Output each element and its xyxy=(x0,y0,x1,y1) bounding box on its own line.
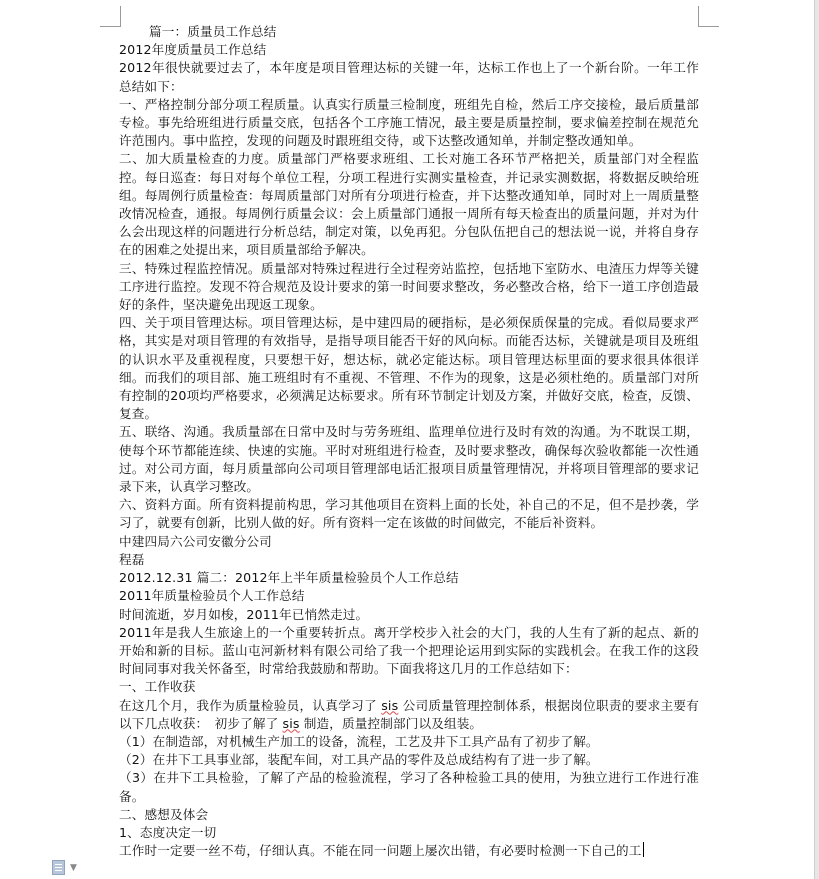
section-title: 篇一：质量员工作总结 xyxy=(149,24,277,39)
vertical-scrollbar[interactable] xyxy=(814,0,819,879)
paragraph: 五、联络、沟通。我质量部在日常中及时与劳务班组、监理单位进行及时有效的沟通。为不耽误工期，使每个环节都能连续、快速的实施。平时对班组进行检查，及时要求整改，确保每次验收都能一次性通过。对公司方面，每月质量部向公司项目管理部电话汇报项目质量管理情况，并将项目管理部的要求记录下来，认真学习整改。 xyxy=(119,424,699,495)
text-run: 在这几个月，我作为质量检验员，认真学习了 xyxy=(119,697,377,713)
status-indicator[interactable] xyxy=(52,860,77,875)
crop-mark-top-right xyxy=(698,6,719,27)
text-cursor xyxy=(643,842,644,857)
list-item: （3）在井下工具检验，了解了产品的检验流程，学习了各种检验工具的使用，为独立进行工作进行准备。 xyxy=(119,770,699,804)
paragraph: 2011年是我人生旅途上的一个重要转折点。离开学校步入社会的大门，我的人生有了新的起点、新的开始和新的目标。蓝山屯河新材料有限公司给了我一个把理论运用到实际的实践机会。在我工作的这段时间同事对我关怀备至，时常给我鼓励和帮助。下面我将这几月的工作总结如下： xyxy=(119,624,699,677)
doc-heading: 2011年质量检验员个人工作总结 xyxy=(119,588,305,604)
crop-mark-top-left xyxy=(100,6,121,27)
subheading: 1、态度决定一切 xyxy=(119,824,217,840)
paragraph: 三、特殊过程监控情况。质量部对特殊过程进行全过程旁站监控，包括地下室防水、电渣压力焊等关键工序进行监控。发现不符合规范及设计要求的第一时间要求整改，务必整改合格，给下一道工序创造最好的条件，坚决避免出现返工现象。 xyxy=(119,260,699,313)
doc-heading: 2012年度质量员工作总结 xyxy=(119,42,267,58)
date-and-section-title: 2012.12.31 篇二：2012年上半年质量检验员个人工作总结 xyxy=(119,570,459,586)
text-run: 制造，质量控制部门以及组装。 xyxy=(303,715,483,731)
paragraph xyxy=(119,842,699,860)
spellcheck-word: sis xyxy=(381,697,399,713)
list-item: （1）在制造部，对机械生产加工的设备，流程，工艺及井下工具产品有了初步了解。 xyxy=(119,733,599,749)
list-item: （2）在井下工具事业部，装配车间，对工具产品的零件及总成结构有了进一步了解。 xyxy=(119,752,599,768)
subheading: 二、感想及体会 xyxy=(119,806,209,822)
document-body[interactable] xyxy=(119,23,699,860)
spellcheck-word: sis xyxy=(282,715,300,731)
text-run: 公司质量管理控制体系，根据岗位职责的要求主要有以下几点收获： 初步了解了 xyxy=(119,697,700,731)
chevron-down-icon: ▼ xyxy=(70,862,77,873)
paragraph: 四、关于项目管理达标。项目管理达标，是中建四局的硬指标，是必须保质保量的完成。看似局要求严格，其实是对项目管理的有效指导，是指导项目能否干好的风向标。而能否达标，关键就是项目及班组的认识水平及重视程度，只要想干好，想达标，就必定能达标。项目管理达标里面的要求很具体很详细。而我们的项目部、施工班组时有不重视、不管理、不作为的现象，这是必须杜绝的。质量部门对所有控制的20项均严格要求，必须满足达标要求。所有环节制定计划及方案，并做好交底，检查，反馈、复查。 xyxy=(119,315,699,422)
signature-company: 中建四局六公司安徽分公司 xyxy=(119,533,272,549)
paragraph xyxy=(119,697,699,733)
paragraph: 2012年很快就要过去了，本年度是项目管理达标的关键一年，达标工作也上了一个新台阶。一年工作总结如下： xyxy=(119,60,699,94)
subheading: 一、工作收获 xyxy=(119,679,196,695)
paragraph: 一、严格控制分部分项工程质量。认真实行质量三检制度，班组先自检，然后工序交接检，最后质量部专检。事先给班组进行质量交底，包括各个工序施工情况，最主要是质量控制，要求偏差控制在规范允许范围内。事中监控，发现的问题及时跟班组交待，或下达整改通知单，并制定整改通知单。 xyxy=(119,96,699,149)
paragraph: 六、资料方面。所有资料提前构思，学习其他项目在资料上面的长处，补自己的不足，但不是抄袭，学习了，就要有创新，比别人做的好。所有资料一定在该做的时间做完，不能后补资料。 xyxy=(119,497,699,531)
paragraph: 二、加大质量检查的力度。质量部门严格要求班组、工长对施工各环节严格把关，质量部门对全程监控。每日巡查：每日对每个单位工程，分项工程进行实测实量检查，并记录实测数据，将数据反映给班组。每周例行质量检查：每周质量部门对所有分项进行检查，并下达整改通知单，同时对上一周质量整改情况检查，通报。每周例行质量会议：会上质量部门通报一周所有每天检查出的质量问题，并对为什么会出现这样的问题进行分析总结，制定对策，以免再犯。分包队伍把自己的想法说一说，并将自身存在的困难之处提出来，项目质量部给予解决。 xyxy=(119,151,699,258)
document-icon xyxy=(52,860,65,875)
text-run: 工作时一定要一丝不苟，仔细认真。不能在同一问题上屡次出错，有必要时检测一下自己的工 xyxy=(119,843,642,859)
signature-name: 程磊 xyxy=(119,551,145,567)
paragraph: 时间流逝，岁月如梭，2011年已悄然走过。 xyxy=(119,606,369,622)
